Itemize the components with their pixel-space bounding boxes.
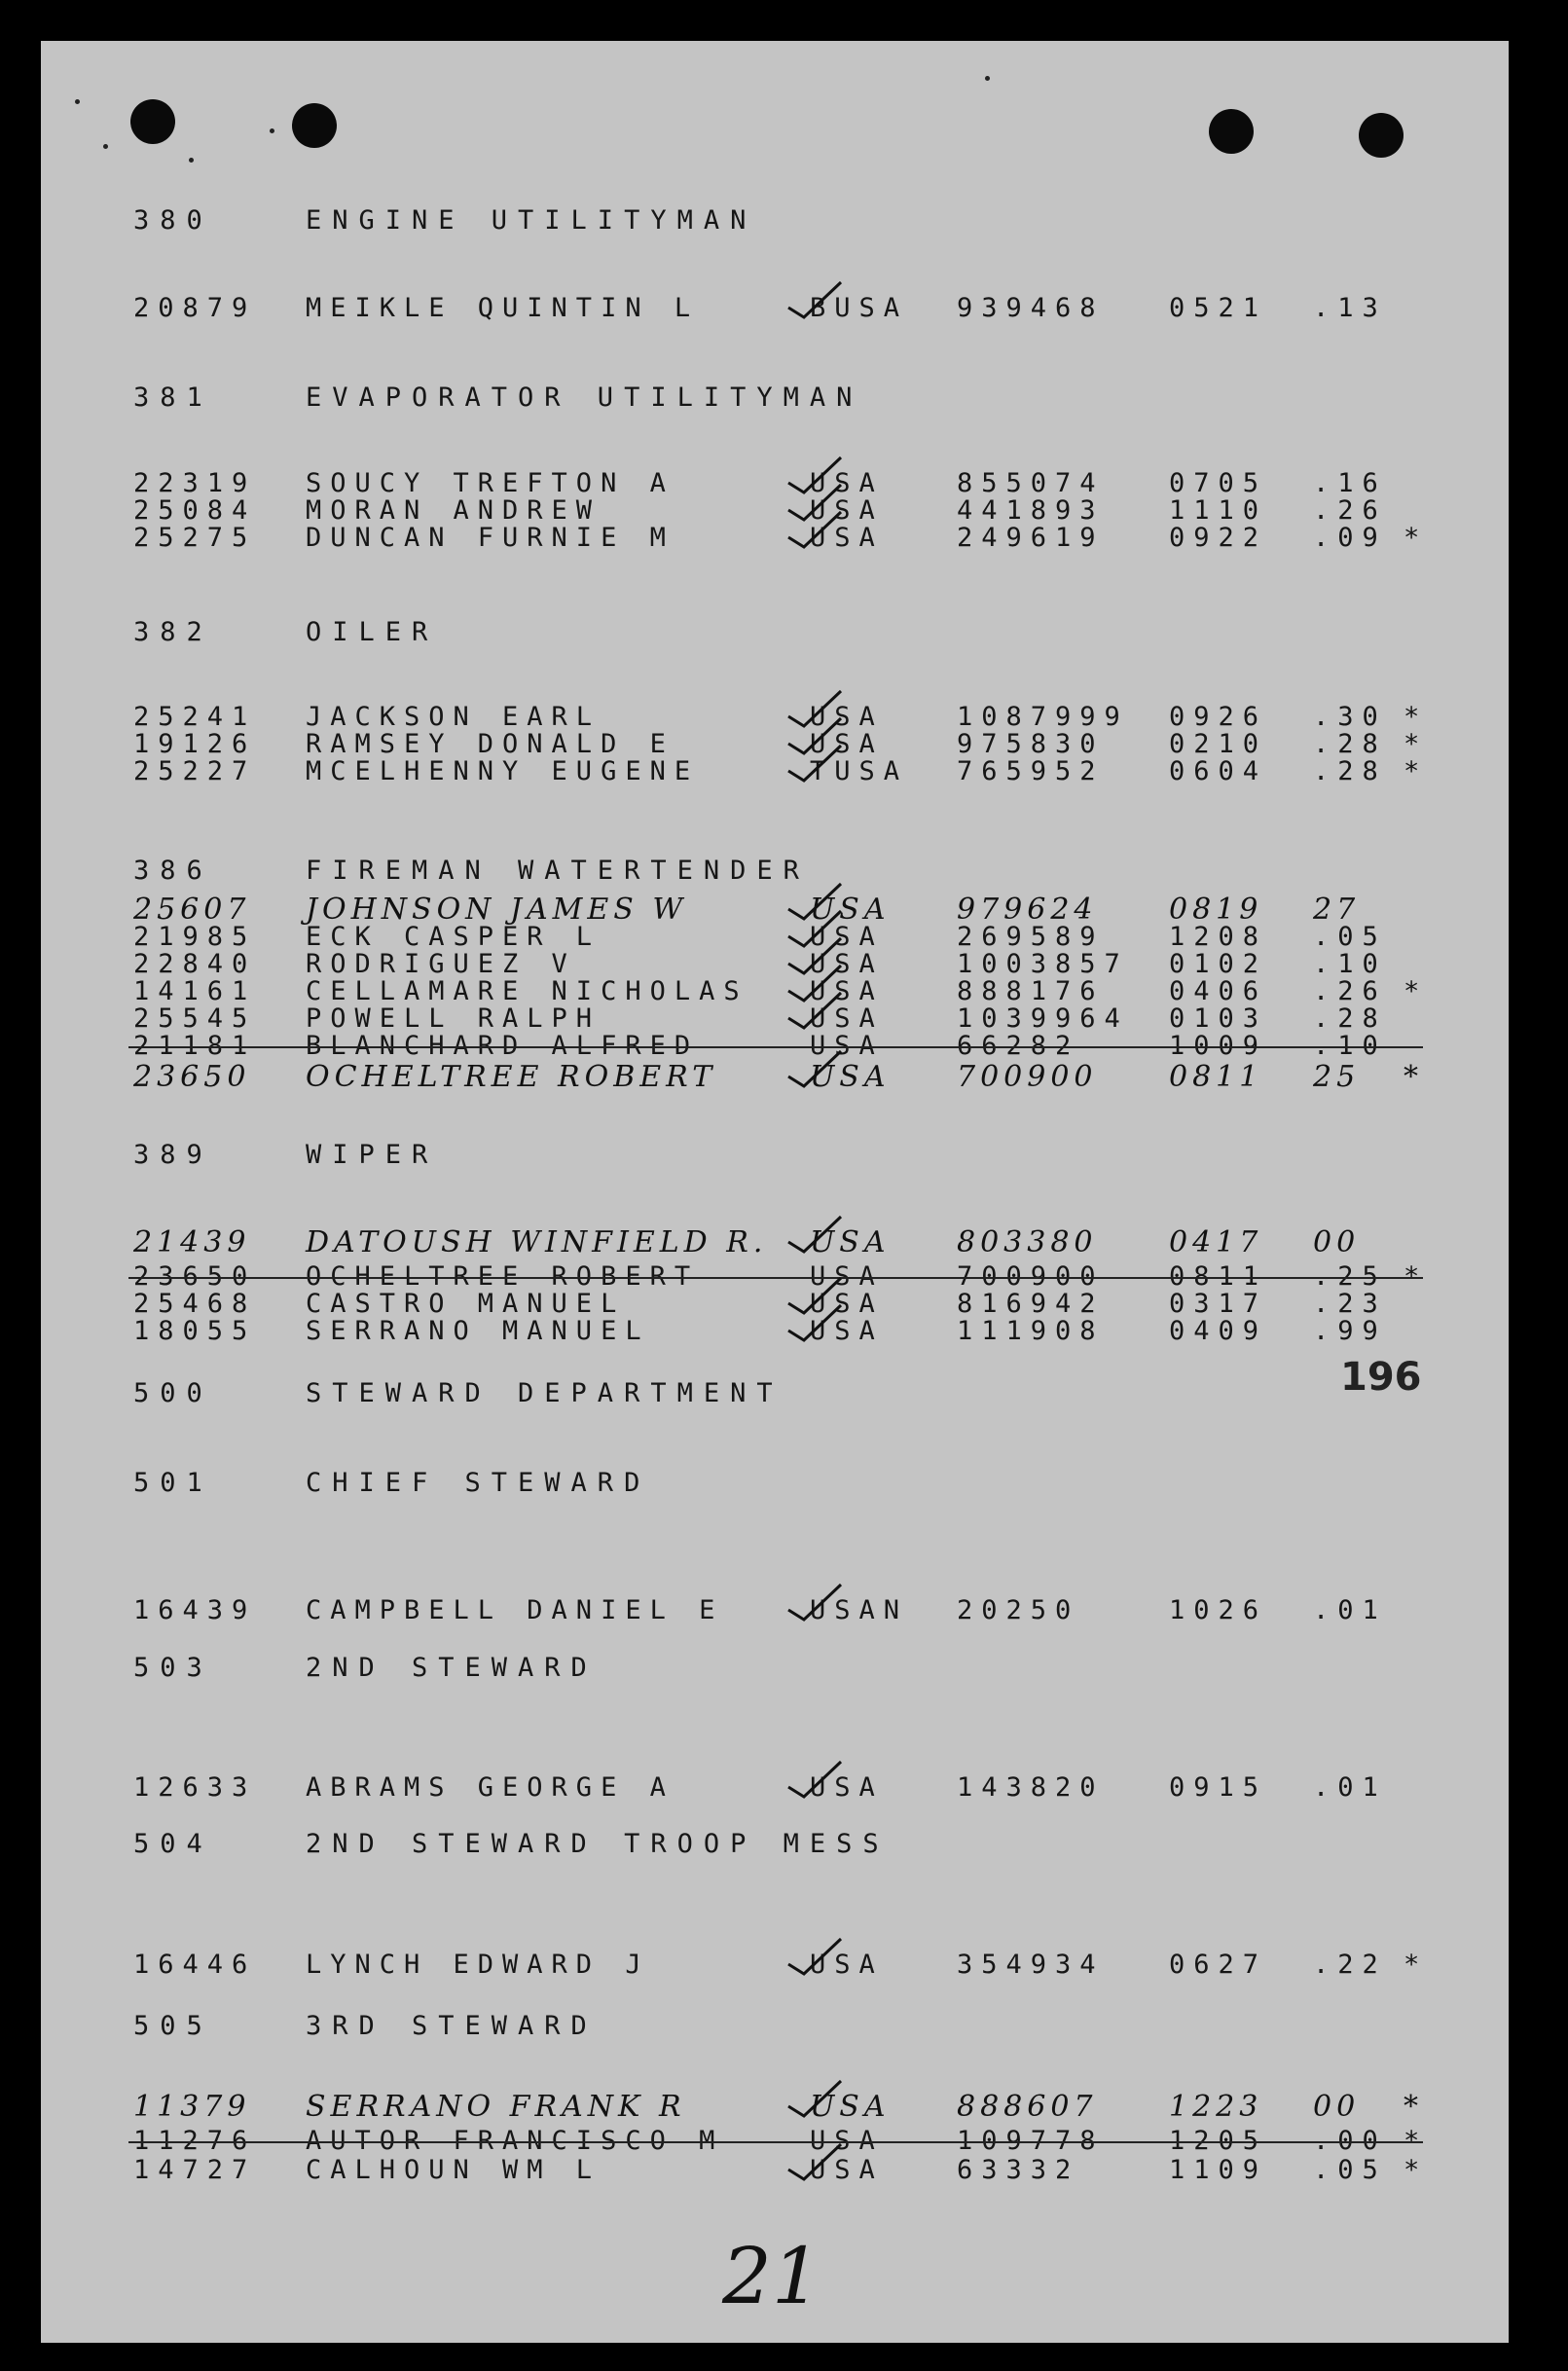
entry-nationality: USA [810,523,884,553]
entry-name: CASTRO MANUEL [306,1289,626,1319]
check-mark [788,512,841,547]
section-code: 386 [133,856,213,886]
check-mark [788,1217,841,1252]
handwritten-page-mark: 21 [722,2231,821,2321]
entry-id: 23650 [133,1060,251,1094]
entry-name: CAMPBELL DANIEL E [306,1595,724,1625]
section-code: 382 [133,617,213,647]
entry-nationality: USA [810,468,884,498]
section-code: 389 [133,1140,213,1170]
section-title: 3RD STEWARD [306,2011,598,2041]
entry-value: .26 [1313,976,1387,1006]
entry-value: .01 [1313,1772,1387,1803]
entry-value: .05 [1313,2155,1387,2185]
entry-name: DATOUSH WINFIELD R. [306,1225,768,1259]
entry-nationality: USA [810,922,884,952]
entry-number: 979624 [957,893,1098,927]
check-mark [788,746,841,781]
section-code: 380 [133,205,213,236]
entry-date: 1110 [1169,495,1268,526]
entry-date: 0210 [1169,729,1268,759]
entry-asterisk: * [1404,702,1429,732]
check-mark [788,2144,841,2179]
entry-date: 0915 [1169,1772,1268,1803]
section-title: 2ND STEWARD TROOP MESS [306,1829,890,1859]
entry-value: .13 [1313,293,1387,323]
entry-date: 0922 [1169,523,1268,553]
section-title: WIPER [306,1140,439,1170]
entry-number: 816942 [957,1289,1105,1319]
document-page [41,41,1509,2343]
entry-date: 0409 [1169,1316,1268,1346]
entry-id: 11276 [133,2126,257,2156]
entry-value: .10 [1313,1031,1387,1061]
entry-date: 0317 [1169,1289,1268,1319]
page-number: 196 [1340,1355,1422,1400]
entry-nationality: USA [810,2126,884,2156]
entry-date: 1223 [1169,2090,1263,2124]
entry-number: 1003857 [957,949,1129,979]
entry-nationality: USA [810,1950,884,1980]
entry-name: JOHNSON JAMES W [306,893,688,927]
entry-nationality: USA [810,1225,891,1259]
entry-number: 111908 [957,1316,1105,1346]
entry-date: 0627 [1169,1950,1268,1980]
entry-date: 0604 [1169,756,1268,786]
section-title: OILER [306,617,439,647]
entry-value: .25 [1313,1261,1387,1292]
entry-name: LYNCH EDWARD J [306,1950,650,1980]
entry-name: OCHELTREE ROBERT [306,1261,700,1292]
check-mark [788,718,841,753]
entry-date: 1208 [1169,922,1268,952]
entry-name: MCELHENNY EUGENE [306,756,700,786]
entry-value: .00 [1313,2126,1387,2156]
entry-value: .28 [1313,756,1387,786]
entry-nationality: USA [810,1772,884,1803]
entry-date: 0102 [1169,949,1268,979]
entry-number: 700900 [957,1261,1105,1292]
entry-asterisk: * [1404,2155,1429,2185]
entry-value: 00 [1313,1225,1361,1259]
entry-id: 19126 [133,729,257,759]
entry-id: 25275 [133,523,257,553]
entry-value: 00 [1313,2090,1361,2124]
entry-name: SERRANO FRANK R [306,2090,686,2124]
entry-value: .99 [1313,1316,1387,1346]
entry-name: BLANCHARD ALFRED [306,1031,700,1061]
entry-name: OCHELTREE ROBERT [306,1060,717,1094]
entry-date: 0705 [1169,468,1268,498]
entry-date: 0406 [1169,976,1268,1006]
entry-name: MORAN ANDREW [306,495,602,526]
entry-name: POWELL RALPH [306,1003,602,1034]
entry-value: 25 [1313,1060,1361,1094]
entry-nationality: USA [810,893,891,927]
entry-number: 63332 [957,2155,1080,2185]
entry-id: 16439 [133,1595,257,1625]
entry-asterisk: * [1404,729,1429,759]
entry-nationality: USA [810,495,884,526]
entry-number: 20250 [957,1595,1080,1625]
entry-id: 11379 [133,2090,251,2124]
entry-number: 269589 [957,922,1105,952]
entry-asterisk: * [1404,1950,1429,1980]
entry-number: 975830 [957,729,1105,759]
entry-id: 21181 [133,1031,257,1061]
entry-name: RODRIGUEZ V [306,949,576,979]
check-mark [788,282,841,317]
check-mark [788,1939,841,1974]
entry-date: 0103 [1169,1003,1268,1034]
entry-value: .22 [1313,1950,1387,1980]
entry-name: CELLAMARE NICHOLAS [306,976,748,1006]
section-code: 381 [133,383,213,413]
entry-value: .28 [1313,1003,1387,1034]
entry-value: .28 [1313,729,1387,759]
entry-number: 855074 [957,468,1105,498]
section-code: 500 [133,1378,213,1408]
section-code: 503 [133,1653,213,1683]
check-marks [41,41,1509,2343]
entry-id: 25227 [133,756,257,786]
entry-nationality: USA [810,1031,884,1061]
entry-asterisk: * [1404,523,1429,553]
entry-date: 1026 [1169,1595,1268,1625]
entry-nationality: USA [810,1316,884,1346]
section-title: 2ND STEWARD [306,1653,598,1683]
entry-date: 1009 [1169,1031,1268,1061]
entry-name: JACKSON EARL [306,702,602,732]
entry-nationality: USA [810,1289,884,1319]
entry-id: 25241 [133,702,257,732]
section-code: 505 [133,2011,213,2041]
entry-number: 888176 [957,976,1105,1006]
entry-id: 22319 [133,468,257,498]
entry-id: 14161 [133,976,257,1006]
entry-nationality: USA [810,1261,884,1292]
entry-name: ECK CASPER L [306,922,602,952]
entry-nationality: BUSA [810,293,909,323]
entry-number: 66282 [957,1031,1080,1061]
entry-id: 21985 [133,922,257,952]
entry-value: .01 [1313,1595,1387,1625]
entry-value: .10 [1313,949,1387,979]
section-title: EVAPORATOR UTILITYMAN [306,383,863,413]
section-code: 504 [133,1829,213,1859]
entry-date: 0521 [1169,293,1268,323]
entry-name: MEIKLE QUINTIN L [306,293,700,323]
check-mark [788,1051,841,1086]
entry-number: 939468 [957,293,1105,323]
entry-name: DUNCAN FURNIE M [306,523,675,553]
entry-nationality: USA [810,2090,891,2124]
entry-number: 1087999 [957,702,1129,732]
entry-number: 765952 [957,756,1105,786]
entry-number: 1039964 [957,1003,1129,1034]
entry-id: 20879 [133,293,257,323]
entry-id: 25545 [133,1003,257,1034]
entry-date: 0811 [1169,1060,1263,1094]
entry-value: .23 [1313,1289,1387,1319]
section-code: 501 [133,1468,213,1498]
entry-nationality: USAN [810,1595,909,1625]
check-mark [788,938,841,973]
section-title: CHIEF STEWARD [306,1468,651,1498]
entry-id: 22840 [133,949,257,979]
entry-value: .09 [1313,523,1387,553]
entry-id: 18055 [133,1316,257,1346]
entry-value: .05 [1313,922,1387,952]
entry-id: 16446 [133,1950,257,1980]
entry-nationality: USA [810,2155,884,2185]
entry-name: RAMSEY DONALD E [306,729,675,759]
entry-asterisk: * [1404,1060,1423,1094]
entry-asterisk: * [1404,756,1429,786]
entry-date: 1109 [1169,2155,1268,2185]
entry-date: 0417 [1169,1225,1263,1259]
entry-asterisk: * [1404,2126,1429,2156]
entry-number: 700900 [957,1060,1098,1094]
entry-number: 354934 [957,1950,1105,1980]
entry-date: 1205 [1169,2126,1268,2156]
entry-number: 249619 [957,523,1105,553]
entry-asterisk: * [1404,976,1429,1006]
check-mark [788,1762,841,1797]
entry-number: 803380 [957,1225,1098,1259]
section-title: FIREMAN WATERTENDER [306,856,810,886]
entry-id: 14727 [133,2155,257,2185]
entry-value: .30 [1313,702,1387,732]
entry-nationality: TUSA [810,756,909,786]
entry-name: SOUCY TREFTON A [306,468,675,498]
entry-date: 0819 [1169,893,1263,927]
check-mark [788,993,841,1028]
entry-number: 441893 [957,495,1105,526]
entry-id: 23650 [133,1261,257,1292]
check-mark [788,966,841,1001]
entry-nationality: USA [810,1060,891,1094]
section-title: STEWARD DEPARTMENT [306,1378,784,1408]
entry-id: 25607 [133,893,251,927]
check-mark [788,485,841,520]
entry-name: CALHOUN WM L [306,2155,602,2185]
entry-nationality: USA [810,949,884,979]
check-mark [788,1585,841,1620]
entry-number: 109778 [957,2126,1105,2156]
entry-date: 0926 [1169,702,1268,732]
entry-value: .16 [1313,468,1387,498]
entry-number: 143820 [957,1772,1105,1803]
entry-name: ABRAMS GEORGE A [306,1772,675,1803]
check-mark [788,457,841,492]
entry-nationality: USA [810,702,884,732]
entry-value: .26 [1313,495,1387,526]
entry-name: SERRANO MANUEL [306,1316,650,1346]
entry-id: 12633 [133,1772,257,1803]
entry-asterisk: * [1404,1261,1429,1292]
check-mark [788,691,841,726]
entry-nationality: USA [810,1003,884,1034]
check-mark [788,1305,841,1340]
check-mark [788,911,841,946]
entry-id: 21439 [133,1225,251,1259]
check-mark [788,884,841,919]
entry-id: 25084 [133,495,257,526]
entry-nationality: USA [810,729,884,759]
entry-date: 0811 [1169,1261,1268,1292]
entry-nationality: USA [810,976,884,1006]
entry-asterisk: * [1404,2090,1423,2124]
entry-value: 27 [1313,893,1361,927]
section-title: ENGINE UTILITYMAN [306,205,757,236]
entry-name: AUTOR FRANCISCO M [306,2126,724,2156]
check-mark [788,1278,841,1313]
entry-id: 25468 [133,1289,257,1319]
check-mark [788,2081,841,2116]
entry-number: 888607 [957,2090,1098,2124]
